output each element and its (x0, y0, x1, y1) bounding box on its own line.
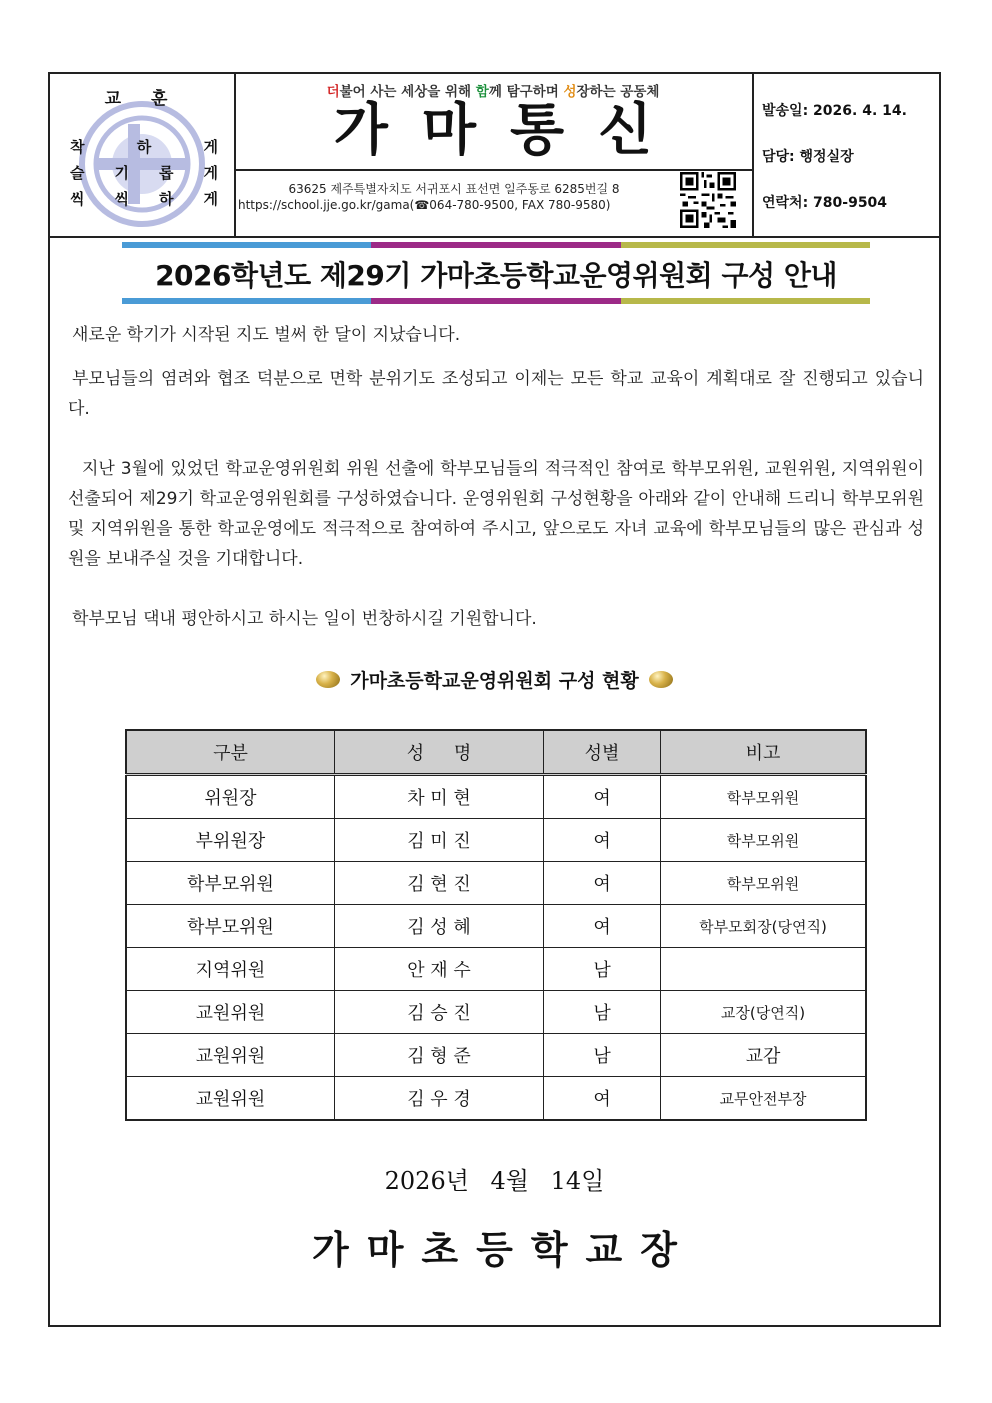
motto-char: 기 (114, 164, 129, 182)
masthead-title-area (234, 74, 754, 236)
column-header-name: 성 명 (334, 730, 543, 775)
cell-name: 김 미 진 (334, 819, 543, 862)
table-row (126, 775, 866, 819)
cell-note (660, 948, 866, 991)
cell-gender: 여 (544, 775, 661, 819)
cell-category: 위원장 (126, 775, 334, 819)
qr-code-icon[interactable] (680, 172, 736, 228)
motto-line-2 (70, 162, 218, 183)
contact-phone: 연락처: 780-9504 (762, 195, 888, 211)
cell-note: 교무안전부장 (660, 1077, 866, 1121)
cell-gender: 여 (544, 905, 661, 948)
motto-char: 착 (70, 138, 85, 156)
table-row (126, 1077, 866, 1121)
column-header-category: 구분 (126, 730, 334, 775)
contact-person: 담당: 행정실장 (762, 149, 854, 165)
table-row (126, 948, 866, 991)
page-title: 2026학년도 제29기 가마초등학교운영위원회 구성 안내 (155, 259, 837, 292)
cell-gender: 남 (544, 1034, 661, 1077)
slogan-highlight: 성 (563, 84, 577, 100)
cell-name: 차 미 현 (334, 775, 543, 819)
school-motto (50, 74, 236, 236)
table-row (126, 1034, 866, 1077)
title-bar-top (122, 242, 870, 248)
section-title (50, 666, 939, 693)
slogan-text: 께 탐구하며 (488, 84, 564, 100)
cell-category: 교원위원 (126, 1077, 334, 1121)
cell-note: 교장(당연직) (660, 991, 866, 1034)
issue-info (752, 74, 939, 236)
cell-name: 김 승 진 (334, 991, 543, 1034)
paragraph-3: 지난 3월에 있었던 학교운영위원회 위원 선출에 학부모님들의 적극적인 참여로 학부모위원, 교원위원, 지역위원이 선출되어 제29기 학교운영위원회를 구성하였습니다. 운영위원회 구성현황을 아래와 같이 안내해 드리니 학부모위원 및 지역위원을 통한 학교운영에도 적극적으로 참여하여 주시고, 앞으로도 자녀 교육에 학부모님들의 많은 관심과 성원을 보내주실 것을 기대합니다. (68, 459, 924, 569)
motto-char: 게 (203, 190, 218, 208)
school-address: 63625 제주특별자치도 서귀포시 표선면 일주동로 6285번길 8 (288, 182, 620, 196)
motto-line-3 (70, 188, 218, 209)
cell-name: 김 성 혜 (334, 905, 543, 948)
motto-line-1 (70, 136, 218, 157)
paragraph-1: 새로운 학기가 시작된 지도 벌써 한 달이 지났습니다. (72, 325, 461, 345)
slogan-highlight: 함 (475, 84, 489, 100)
table-row (126, 991, 866, 1034)
paragraph-2: 부모님들의 염려와 협조 덕분으로 면학 분위기도 조성되고 이제는 모든 학교 교육이 계획대로 잘 진행되고 있습니다. (68, 369, 924, 419)
newsletter-name: 가마통신 (333, 97, 687, 163)
cell-gender: 여 (544, 862, 661, 905)
document-date: 2026년 4월 14일 (384, 1167, 605, 1195)
table-row (126, 819, 866, 862)
motto-char: 롭 (159, 164, 174, 182)
cell-category: 학부모위원 (126, 905, 334, 948)
motto-char: 슬 (70, 164, 85, 182)
newsletter-frame (48, 72, 941, 1327)
motto-char: 게 (203, 164, 218, 182)
signer-name: 가마초등학교장 (312, 1227, 695, 1272)
cell-name: 김 우 경 (334, 1077, 543, 1121)
column-header-note: 비고 (660, 730, 866, 775)
section-title-text: 가마초등학교운영위원회 구성 현황 (350, 670, 639, 692)
cell-category: 지역위원 (126, 948, 334, 991)
cell-note: 학부모위원 (660, 775, 866, 819)
masthead (50, 74, 939, 238)
cell-category: 교원위원 (126, 1034, 334, 1077)
table-row (126, 862, 866, 905)
committee-table (125, 729, 867, 1121)
cell-category: 학부모위원 (126, 862, 334, 905)
bullet-ball-icon (316, 671, 340, 688)
school-website-link[interactable]: https://school.jje.go.kr/gama(☎064-780-9500, FAX 780-9580) (238, 198, 611, 212)
motto-char: 씩 (70, 190, 85, 208)
cell-gender: 남 (544, 948, 661, 991)
cell-category: 교원위원 (126, 991, 334, 1034)
bullet-ball-icon (649, 671, 673, 688)
cell-category: 부위원장 (126, 819, 334, 862)
title-bar-bottom (122, 298, 870, 304)
cell-gender: 남 (544, 991, 661, 1034)
motto-title: 교 훈 (104, 89, 180, 109)
issue-date: 발송일: 2026. 4. 14. (762, 103, 907, 119)
slogan-text: 장하는 공동체 (576, 84, 660, 100)
table-header-row (126, 730, 866, 775)
slogan-highlight: 더 (326, 84, 340, 100)
cell-gender: 여 (544, 1077, 661, 1121)
motto-char: 하 (159, 190, 174, 208)
cell-note: 학부모회장(당연직) (660, 905, 866, 948)
table-row (126, 905, 866, 948)
column-header-gender: 성별 (544, 730, 661, 775)
cell-note: 학부모위원 (660, 819, 866, 862)
paragraph-4: 학부모님 댁내 평안하시고 하시는 일이 번창하시길 기원합니다. (72, 609, 537, 629)
cell-gender: 여 (544, 819, 661, 862)
cell-name: 김 형 준 (334, 1034, 543, 1077)
divider (234, 169, 752, 171)
motto-char: 하 (136, 138, 152, 156)
slogan-text: 불어 사는 세상을 위해 (339, 84, 476, 100)
cell-name: 안 재 수 (334, 948, 543, 991)
motto-char: 게 (203, 138, 218, 156)
cell-name: 김 현 진 (334, 862, 543, 905)
cell-note: 교감 (660, 1034, 866, 1077)
cell-note: 학부모위원 (660, 862, 866, 905)
motto-char: 씩 (114, 190, 129, 208)
